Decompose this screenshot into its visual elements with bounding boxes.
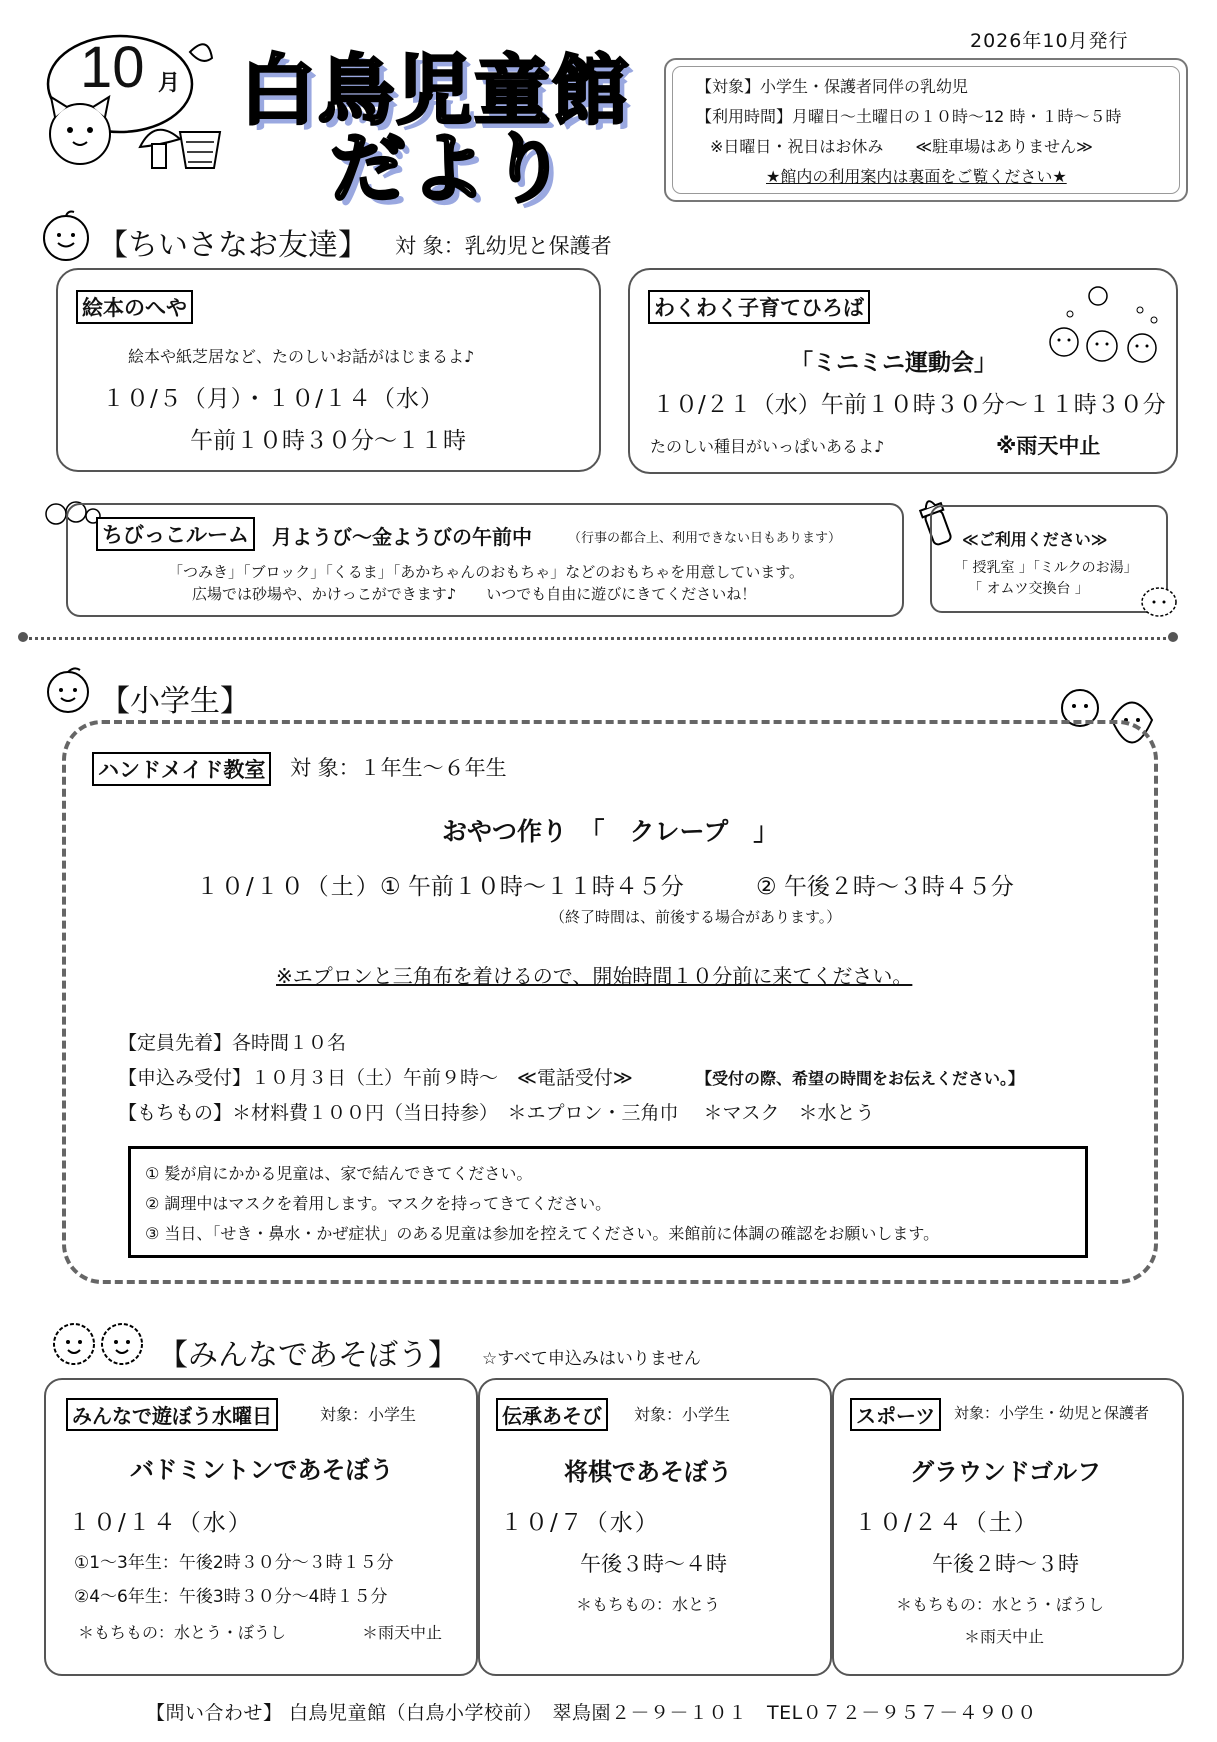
sports-target: 対象：小学生・幼児と保護者: [954, 1404, 1150, 1422]
sports-title: スポーツ: [850, 1398, 941, 1431]
handmade-end-note: （終了時間は、前後する場合があります。）: [550, 908, 842, 926]
play-heading: 【みんなであそぼう】: [158, 1338, 458, 1373]
sports-date: １０/２４（土）: [854, 1510, 1039, 1536]
handmade-session2: ② 午後２時～３時４５分: [756, 874, 1014, 900]
dentou-time: 午後３時～４時: [580, 1552, 727, 1576]
elementary-heading: 【小学生】: [100, 684, 250, 719]
services-line2: 「 オムツ交換台 」: [968, 581, 1089, 597]
ehon-time: 午前１０時３０分～１１時: [190, 428, 466, 454]
services-card: [930, 505, 1168, 613]
animals-sports-icon: [1044, 284, 1168, 374]
handmade-note-2: ② 調理中はマスクを着用します。マスクを持ってきてください。: [145, 1194, 612, 1213]
month-number: 10: [80, 35, 145, 100]
handmade-apron-note: ※エプロンと三角布を着けるので、開始時間１０分前に来てください。: [276, 964, 913, 988]
issue-date: 2026年10月発行: [970, 30, 1129, 52]
wed-event: バドミントンであそぼう: [130, 1456, 394, 1484]
wed-bring: ＊もちもの：水とう・ぼうし: [78, 1623, 287, 1642]
play-note: ☆すべて申込みはいりません: [482, 1349, 701, 1369]
chibikko-note: （行事の都合上、利用できない日もあります）: [568, 531, 842, 546]
sports-card: [832, 1378, 1184, 1676]
services-title: ≪ご利用ください≫: [962, 530, 1108, 549]
wakuwaku-desc: たのしい種目がいっぱいあるよ♪: [650, 437, 885, 456]
sports-rain: ＊雨天中止: [964, 1627, 1045, 1646]
info-closed: ※日曜日・祝日はお休み ≪駐車場はありません≫: [710, 137, 1093, 156]
handmade-note-1: ① 髪が肩にかかる児童は、家で結んできてください。: [145, 1164, 533, 1183]
ehon-dates: １０/５（月）・１０/１４（水）: [102, 386, 444, 412]
handmade-target: 対 象：１年生～６年生: [290, 756, 507, 780]
handmade-session1: ① 午前１０時～１１時４５分: [380, 874, 684, 900]
services-line1: 「 授乳室 」「ミルクのお湯」: [954, 560, 1138, 576]
wakuwaku-rain: ※雨天中止: [996, 434, 1101, 458]
small-friends-heading: 【ちいさなお友達】: [98, 228, 368, 263]
hedgehog-icon: [1138, 582, 1180, 620]
handmade-apply: 【申込み受付】１０月３日（土）午前９時～ ≪電話受付≫: [118, 1067, 633, 1089]
ehon-card: [56, 268, 601, 472]
newsletter-title-line1: 白鳥児童館: [240, 46, 630, 135]
dentou-bring: ＊もちもの：水とう: [576, 1595, 721, 1614]
dentou-title: 伝承あそび: [496, 1398, 608, 1431]
wed-date: １０/１４（水）: [68, 1510, 253, 1536]
chibikko-line1: 「つみき」「ブロック」「くるま」「あかちゃんのおもちゃ」などのおもちゃを用意しています。: [168, 563, 805, 581]
wed-line2: ②4～6年生：午後3時３０分～4時１５分: [74, 1587, 388, 1607]
info-target: 【対象】小学生・保護者同伴の乳幼児: [696, 77, 969, 96]
dentou-target: 対象：小学生: [634, 1405, 731, 1424]
orange-face-icon: [44, 666, 92, 714]
ehon-title: 絵本のへや: [76, 290, 193, 324]
dentou-card: [478, 1378, 832, 1676]
handmade-capacity: 【定員先着】各時間１０名: [118, 1032, 347, 1054]
wed-title: みんなで遊ぼう水曜日: [66, 1398, 278, 1431]
handmade-apply-note: 【受付の際、希望の時間をお伝えください。】: [696, 1069, 1025, 1088]
wakuwaku-datetime: １０/２１（水）午前１０時３０分～１１時３０分: [652, 392, 1166, 418]
handmade-note-3: ③ 当日、「せき・鼻水・かぜ症状」のある児童は参加を控えてください。来館前に体調の確認をお願いします。: [145, 1224, 940, 1243]
handmade-notes-box: [128, 1146, 1088, 1258]
dentou-event: 将棋であそぼう: [564, 1458, 732, 1486]
handmade-title: ハンドメイド教室: [92, 752, 271, 786]
section-divider: [22, 637, 1174, 640]
handmade-date: １０/１０（土）: [196, 874, 381, 900]
strawberry-friends-icon: [48, 1316, 152, 1368]
sports-time: 午後２時～３時: [932, 1552, 1079, 1576]
wakuwaku-card: [628, 268, 1178, 474]
handmade-belongings: 【もちもの】＊材料費１００円（当日持参） ＊エプロン・三角巾 ＊マスク ＊水とう: [118, 1102, 875, 1124]
chibikko-line2: 広場では砂場や、かけっこができます♪ いつでも自由に遊びにきてくださいね！: [192, 585, 757, 603]
wed-target: 対象：小学生: [320, 1405, 417, 1424]
sports-bring: ＊もちもの：水とう・ぼうし: [896, 1595, 1105, 1614]
info-hours: 【利用時間】月曜日～土曜日の１０時～12 時・１時～５時: [696, 107, 1122, 126]
handmade-event: おやつ作り 「 クレープ 」: [442, 817, 779, 846]
apple-face-icon: [40, 210, 92, 260]
chibikko-title: ちびっこルーム: [96, 517, 255, 551]
newsletter-title-line2: だより: [330, 124, 570, 213]
wed-rain: ＊雨天中止: [362, 1623, 443, 1642]
sports-event: グラウンドゴルフ: [910, 1458, 1102, 1486]
wakuwaku-title: わくわく子育てひろば: [648, 290, 870, 324]
wed-card: [44, 1378, 478, 1676]
ehon-desc: 絵本や紙芝居など、たのしいお話がはじまるよ♪: [128, 347, 475, 366]
chibikko-schedule: 月ようび～金ようびの午前中: [272, 525, 532, 549]
info-box: [664, 58, 1188, 202]
month-badge: [40, 22, 220, 172]
month-unit: 月: [158, 71, 181, 96]
dentou-date: １０/７（水）: [500, 1510, 660, 1536]
info-note: ★館内の利用案内は裏面をご覧ください★: [766, 167, 1067, 186]
wed-line1: ①1～3年生：午後2時３０分～３時１５分: [74, 1553, 394, 1573]
small-friends-target: 対 象：乳幼児と保護者: [395, 234, 612, 258]
chibikko-card: [66, 503, 904, 617]
wakuwaku-event: 「ミニミニ運動会」: [790, 350, 997, 376]
footer-contact: 【問い合わせ】 白鳥児童館（白鳥小学校前） 翠鳥園２－９－１０１ TEL０７２－９５７－４９００: [146, 1702, 1037, 1724]
